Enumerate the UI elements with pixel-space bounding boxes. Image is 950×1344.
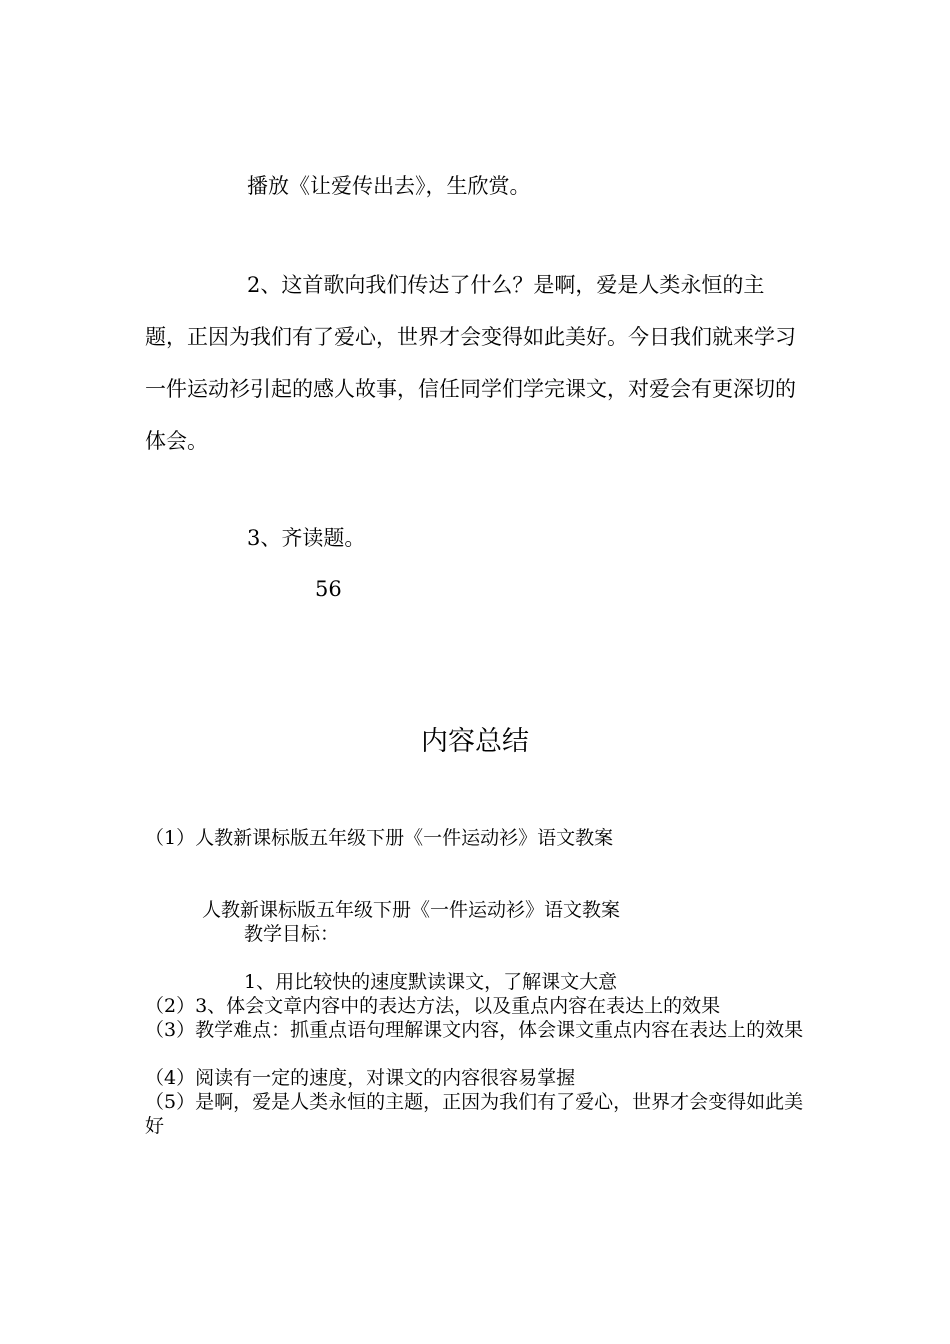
summary-teaching-goals: 教学目标： xyxy=(244,923,340,945)
page-number: 56 xyxy=(315,577,342,601)
summary-item-5: （5）是啊，爱是人类永恒的主题，正因为我们有了爱心，世界才会变得如此美好 xyxy=(145,1091,804,1137)
paragraph-read-title: 3、齐读题。 xyxy=(247,526,366,550)
summary-goal-1: 1、用比较快的速度默读课文，了解课文大意 xyxy=(244,971,618,993)
summary-item-2: （2）3、体会文章内容中的表达方法，以及重点内容在表达上的效果 xyxy=(145,995,721,1017)
summary-item-4: （4）阅读有一定的速度，对课文的内容很容易掌握 xyxy=(145,1067,576,1089)
summary-heading: 内容总结 xyxy=(421,726,529,757)
paragraph-song-meaning: 2、这首歌向我们传达了什么？是啊，爱是人类永恒的主题，正因为我们有了爱心，世界才会变得如此美好。今日我们就来学习一件运动衫引起的感人故事，信任同学们学完课文，对爱会有更深切的体会。 xyxy=(145,273,796,453)
summary-sub-title: 人教新课标版五年级下册《一件运动衫》语文教案 xyxy=(202,899,621,921)
paragraph-play-song: 播放《让爱传出去》，生欣赏。 xyxy=(247,174,531,198)
summary-item-1: （1）人教新课标版五年级下册《一件运动衫》语文教案 xyxy=(145,827,614,849)
summary-item-3: （3）教学难点：抓重点语句理解课文内容，体会课文重点内容在表达上的效果 xyxy=(145,1019,804,1041)
